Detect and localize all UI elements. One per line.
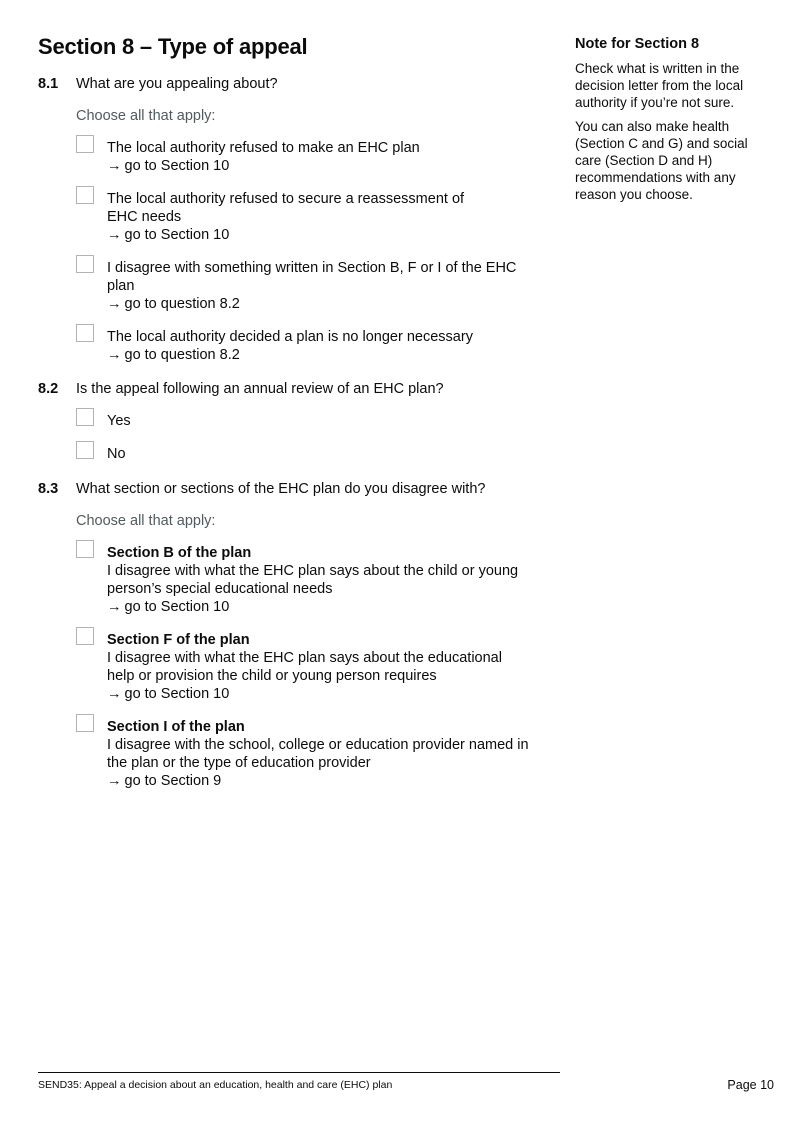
- arrow-right-icon: →: [107, 158, 122, 174]
- question-number: 8.1: [38, 76, 59, 92]
- note-paragraph: You can also make health (Section C and G) and social care (Section D and H) recommendations with any reason you choose.: [575, 119, 748, 202]
- arrow-right-icon: →: [107, 599, 122, 615]
- footer-form-title: SEND35: Appeal a decision about an education, health and care (EHC) plan: [38, 1079, 393, 1091]
- option-label: The local authority decided a plan is no longer necessary: [107, 329, 473, 345]
- checkbox[interactable]: [76, 255, 94, 273]
- checkbox[interactable]: [76, 714, 94, 732]
- checkbox[interactable]: [76, 408, 94, 426]
- option-title: Section B of the plan: [107, 545, 252, 561]
- checkbox[interactable]: [76, 441, 94, 459]
- arrow-right-icon: →: [107, 686, 122, 702]
- goto-instruction: → go to Section 10: [107, 599, 230, 615]
- option-label: The local authority refused to secure a reassessment of EHC needs: [107, 191, 465, 225]
- question-number: 8.2: [38, 381, 59, 397]
- goto-instruction: → go to Section 10: [107, 227, 230, 243]
- option-title: Section I of the plan: [107, 719, 245, 735]
- arrow-right-icon: →: [107, 347, 122, 363]
- option-label: I disagree with the school, college or education provider named in the plan or the type of education provider: [107, 737, 529, 771]
- arrow-right-icon: →: [107, 773, 122, 789]
- option-label: I disagree with something written in Section B, F or I of the EHC plan: [107, 260, 517, 294]
- hint-text: Choose all that apply:: [76, 108, 216, 124]
- question-text: Is the appeal following an annual review of an EHC plan?: [76, 381, 444, 397]
- question-text: What are you appealing about?: [76, 76, 278, 92]
- goto-instruction: → go to question 8.2: [107, 296, 240, 312]
- goto-instruction: → go to question 8.2: [107, 347, 240, 363]
- question-text: What section or sections of the EHC plan do you disagree with?: [76, 481, 486, 497]
- section-note: [575, 36, 770, 210]
- checkbox[interactable]: [76, 135, 94, 153]
- goto-instruction: → go to Section 10: [107, 686, 230, 702]
- option-label: I disagree with what the EHC plan says about the child or young person’s special educational needs: [107, 563, 519, 597]
- note-paragraph: Check what is written in the decision letter from the local authority if you’re not sure.: [575, 61, 744, 110]
- checkbox[interactable]: [76, 186, 94, 204]
- option-label: The local authority refused to make an EHC plan: [107, 140, 420, 156]
- question-number: 8.3: [38, 481, 59, 497]
- goto-instruction: → go to Section 10: [107, 158, 230, 174]
- page-number: Page 10: [727, 1078, 774, 1092]
- checkbox[interactable]: [76, 324, 94, 342]
- checkbox[interactable]: [76, 627, 94, 645]
- option-label: No: [107, 446, 126, 462]
- hint-text: Choose all that apply:: [76, 513, 216, 529]
- arrow-right-icon: →: [107, 227, 122, 243]
- note-title: Note for Section 8: [575, 36, 700, 52]
- goto-instruction: → go to Section 9: [107, 773, 222, 789]
- arrow-right-icon: →: [107, 296, 122, 312]
- option-label: Yes: [107, 413, 131, 429]
- page-title: Section 8 – Type of appeal: [38, 34, 308, 59]
- checkbox[interactable]: [76, 540, 94, 558]
- option-title: Section F of the plan: [107, 632, 250, 648]
- footer-divider: [38, 1072, 560, 1073]
- option-label: I disagree with what the EHC plan says about the educational help or provision the child or young person requires: [107, 650, 502, 684]
